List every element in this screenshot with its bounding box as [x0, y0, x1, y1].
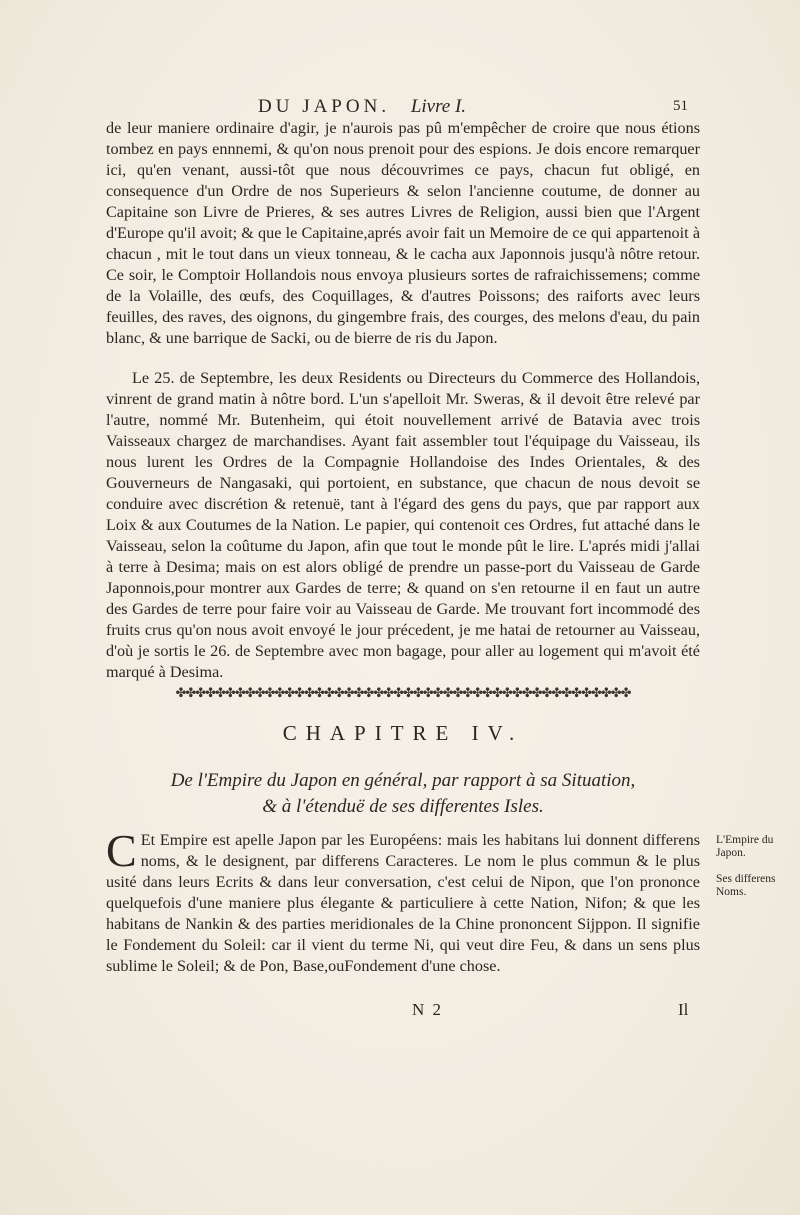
chapter-subtitle-line-1: De l'Empire du Japon en général, par rapport à sa Situation,: [170, 770, 636, 791]
running-header: [258, 96, 688, 118]
margin-note-names: Ses differens Noms.: [716, 873, 776, 898]
catchword: Il: [678, 1000, 689, 1019]
chapter-subtitle: [106, 768, 700, 820]
paragraph-continuation: de leur maniere ordinaire d'agir, je n'aurois pas pû m'empêcher de croire que nous étions tombez en pays ennnemi, & qu'on nous prenoit pour des espions. Je dois encore remarquer ici, qu'en venant, aussi-tôt que nous découvrimes ce pays, chacun fut obligé, en consequence d'un Ordre de nos Superieurs & selon l'ancienne coutume, de donner au Capitaine son Livre de Prieres, & ses autres Livres de Religion, aussi bien que l'Argent d'Europe qu'il avoit; & que le Capitaine,aprés avoir fait un Memoire de ce qui appartenoit à chacun , mit le tout dans un vieux tonneau, & le cacha aux Japonnois jusqu'à nôtre retour. Ce soir, le Comptoir Hollandois nous envoya plusieurs sortes de rafraichissemens; comme de la Volaille, des œufs, des Coquillages, & d'autres Poissons; des raiforts avec leurs feuilles, des raves, des oignons, du gingembre frais, des courges, des melons d'eau, du pain blanc, & une barrique de Sacki, ou de bierre de ris du Japon.: [106, 119, 700, 347]
paragraph-empire-names: [106, 825, 700, 977]
book-label: Livre I.: [410, 96, 467, 117]
chapter-title: CHAPITRE IV.: [282, 721, 524, 745]
paragraph-september-25: Le 25. de Septembre, les deux Residents ou Directeurs du Commerce des Hollandois, vinrent de grand matin à nôtre bord. L'un s'apelloit Mr. Sweras, & il devoit être relevé par l'autre, nommé Mr. Butenheim, qui étoit nouvellement arrivé de Batavia avec trois Vaisseaux chargez de marchandises. Ayant fait assembler tout l'équipage du Vaisseau, ils nous lurent les Ordres de la Compagnie Hollandoise des Indes Orientales, & des Gouverneurs de Nangasaki, qui portoient, en substance, que chacun de nous devoit se conduire avec discrétion & retenuë, tant à l'égard des gens du pays, que par rapport aux Loix & aux Coutumes de la Nation. Le papier, qui contenoit ces Ordres, fut attaché dans le Vaisseau, selon la coûtume du Japon, afin que tout le monde pût le lire. L'aprés midi j'allai à terre à Desima; mais on est alors obligé de prendre un passe-port du Vaisseau de Garde Japonnois,pour montrer aux Gardes de terre; & quand on s'en retourne il en faut un autre des Gardes de terre pour faire voir au Vaisseau de Garde. Me trouvant fort incommodé des fruits crus qu'on nous avoit envoyé le jour précedent, je me hatai de retourner au Vaisseau, d'où je sortis le 26. de Septembre avec mon bagage, pour aller au logement qui m'avoit été marqué à Desima.: [106, 369, 700, 681]
chapter-subtitle-line-2: & à l'étenduë de ses differentes Isles.: [262, 796, 544, 817]
drop-cap: C: [106, 825, 137, 876]
paragraph-empire-names-text: Et Empire est apelle Japon par les Européens: mais les habitans lui donnent differens noms, & le designent, par differens Caracteres. Le nom le plus commun & le plus usité dans leurs Ecrits & dans leur conversation, c'est celui de Nipon, que l'on prononce quelquefois d'une maniere plus élegante & particuliere à cette Nation, Nifon; & que les habitans de Nankin & des parties meridionales de la Chine prononcent Sijppon. Il signifie le Fondement du Soleil: car il vient du terme Ni, qui veut dire Feu, & dans un sens plus sublime le Soleil; & de Pon, Base,ouFondement d'une chose.: [106, 831, 700, 975]
margin-note-empire: L'Empire du Japon.: [716, 834, 774, 859]
decorative-ornament-band: ✤✤✤✤✤✤✤✤✤✤✤✤✤✤✤✤✤✤✤✤✤✤✤✤✤✤✤✤✤✤✤✤✤✤✤✤✤✤✤✤✤✤✤✤✤✤: [175, 686, 631, 701]
signature-mark: N 2: [412, 1000, 444, 1019]
running-title: DU JAPON.: [258, 96, 391, 117]
page-number: 51: [673, 98, 688, 114]
